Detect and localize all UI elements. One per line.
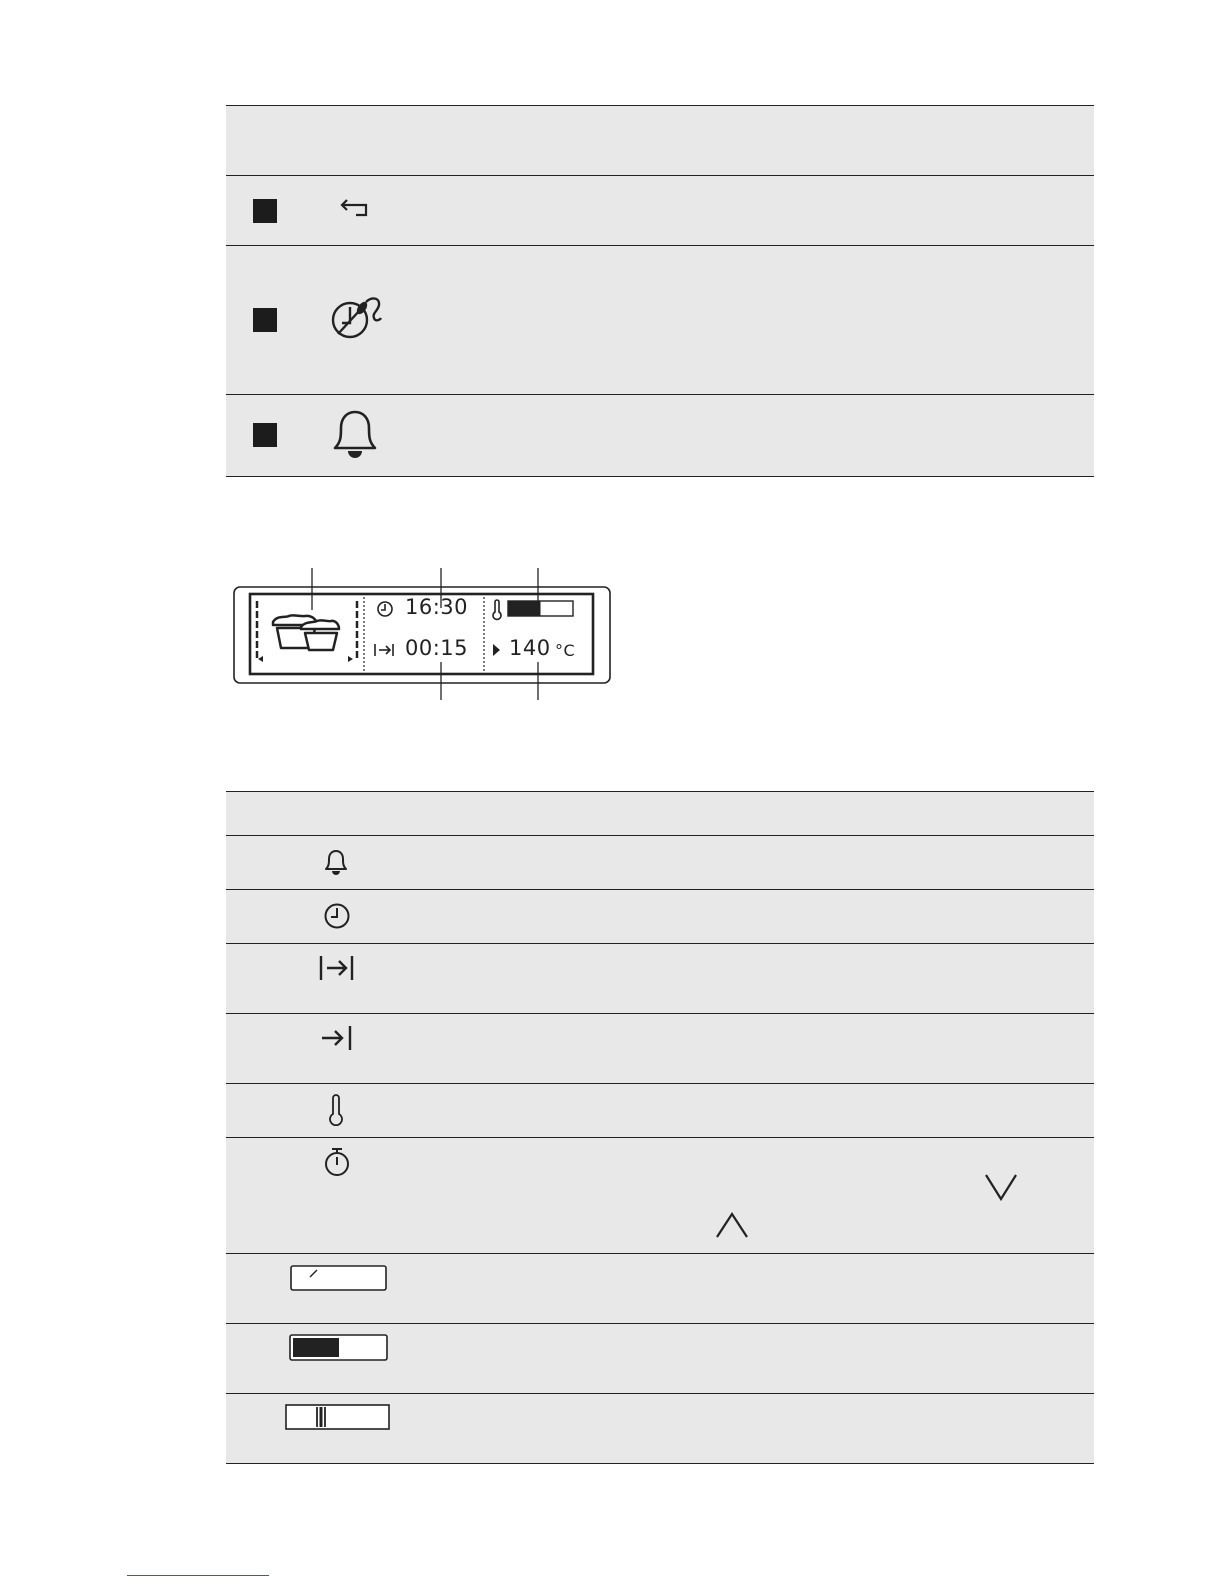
table-row [226, 1083, 1094, 1137]
clock-icon [323, 902, 351, 930]
cooking-progress-bar-icon [290, 1265, 388, 1293]
sensor-field-marker [253, 423, 277, 447]
heat-up-level-fill [508, 601, 541, 616]
bell-icon [323, 848, 349, 876]
clock-meat-probe-icon [330, 296, 388, 340]
table-row [226, 1393, 1094, 1464]
bell-icon [329, 406, 383, 460]
thermometer-icon [327, 1094, 345, 1126]
chevron-down-icon [984, 1172, 1018, 1202]
heat-up-bar-icon [289, 1334, 389, 1362]
symbols-table-2 [226, 791, 1094, 1464]
table-header-row [226, 105, 1094, 175]
temperature-value: 140 [509, 636, 551, 660]
end-time-icon [320, 1024, 356, 1052]
table-row [226, 943, 1094, 1013]
table-header-row [226, 791, 1094, 835]
table-row [226, 394, 1094, 477]
table-row [226, 889, 1094, 943]
table-row [226, 245, 1094, 394]
stopwatch-icon [323, 1146, 351, 1178]
sensor-field-marker [253, 308, 277, 332]
table-row [226, 1013, 1094, 1083]
chevron-up-icon [715, 1212, 749, 1240]
table-row [226, 1253, 1094, 1323]
table-row [226, 175, 1094, 245]
table-row [226, 1137, 1094, 1253]
display-illustration [233, 585, 613, 685]
back-arrow-icon [338, 198, 372, 220]
footer-rule [127, 1575, 269, 1576]
symbols-table-1 [226, 105, 1094, 477]
table-row [226, 1323, 1094, 1393]
duration-icon [319, 954, 355, 982]
temperature-unit: °C [555, 641, 576, 660]
table-row [226, 835, 1094, 889]
duration-time: 00:15 [405, 636, 469, 660]
rapid-heat-up-bar-icon [285, 1404, 391, 1432]
clock-time: 16:30 [405, 595, 469, 619]
sensor-field-marker [253, 199, 277, 223]
